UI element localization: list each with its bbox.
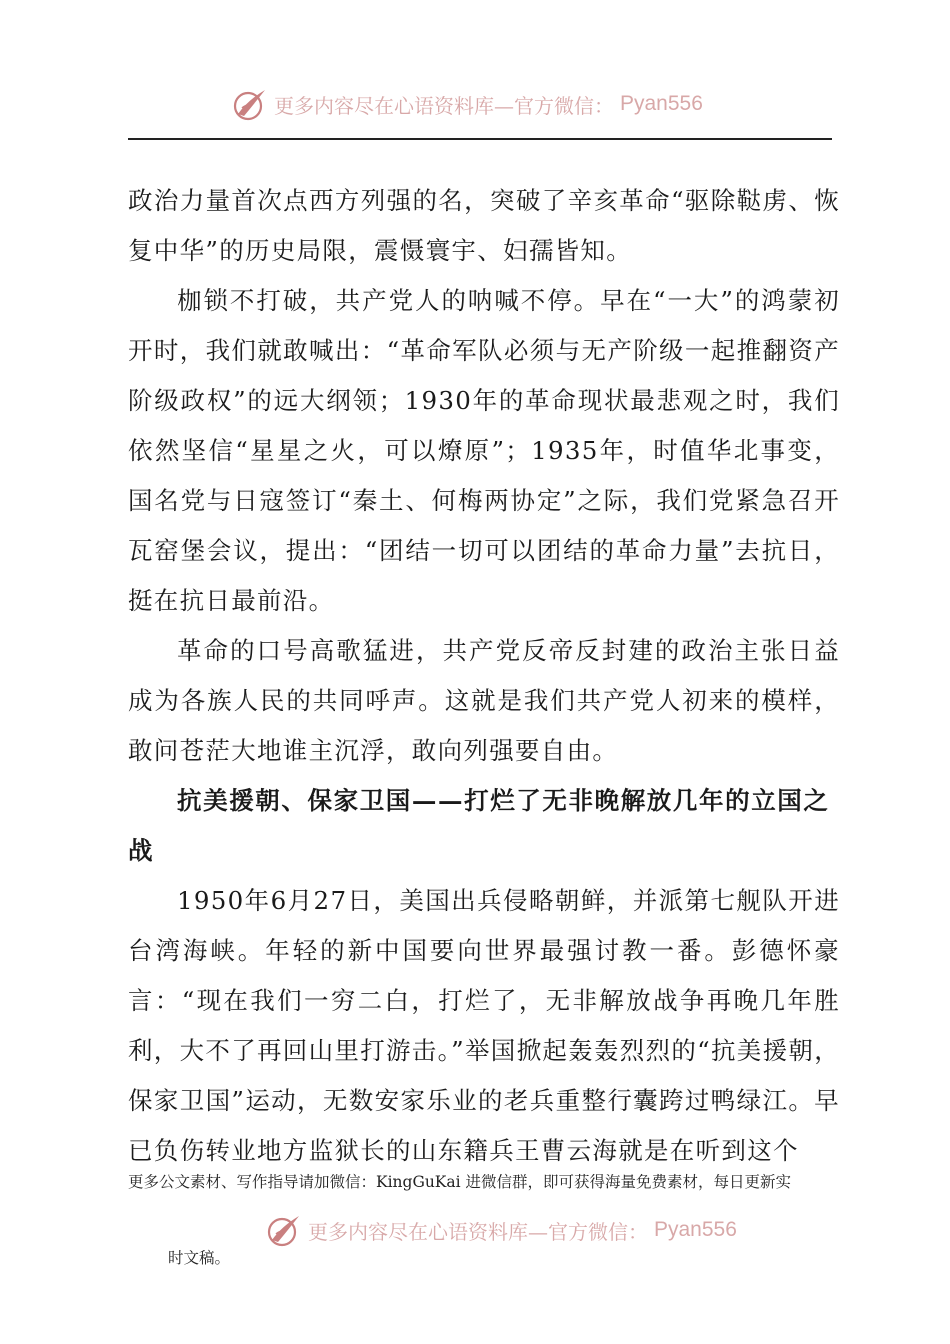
footer-note-continued: 时文稿。 — [168, 1249, 231, 1267]
brush-logo-icon — [266, 1212, 302, 1248]
paragraph-2: 枷锁不打破，共产党人的呐喊不停。早在“一大”的鸿蒙初开时，我们就敢喊出：“革命军队必须与无产阶级一起推翻资产阶级政权”的远大纲领；1930年的革命现状最悲观之时，我们依然坚信“星星之火，可以燎原”；1935年，时值华北事变，国名党与日寇签订“秦土、何梅两协定”之际，我们党紧急召开瓦窑堡会议，提出：“团结一切可以团结的革命力量”去抗日，挺在抗日最前沿。 — [128, 286, 840, 615]
watermark-wechat-id: Pyan556 — [620, 92, 703, 115]
brush-logo-icon — [232, 86, 268, 122]
watermark-wechat-id: Pyan556 — [654, 1218, 737, 1241]
header-watermark — [232, 86, 703, 122]
watermark-text: 更多内容尽在心语资料库—官方微信： — [274, 93, 614, 118]
footer-watermark — [266, 1212, 737, 1248]
paragraph-4: 1950年6月27日，美国出兵侵略朝鲜，并派第七舰队开进台湾海峡。年轻的新中国要向世界最强讨教一番。彭德怀豪言：“现在我们一穷二白，打烂了，无非解放战争再晚几年胜利，大不了再回山里打游击。”举国掀起轰轰烈烈的“抗美援朝，保家卫国”运动，无数安家乐业的老兵重整行囊跨过鸭绿江。早已负伤转业地方监狱长的山东籍兵王曹云海就是在听到这个 — [128, 886, 840, 1165]
paragraph-3: 革命的口号高歌猛进，共产党反帝反封建的政治主张日益成为各族人民的共同呼声。这就是我们共产党人初来的模样，敢问苍茫大地谁主沉浮，敢向列强要自由。 — [128, 636, 840, 765]
header-rule — [128, 138, 832, 140]
document-body — [128, 176, 840, 1176]
paragraph-1: 政治力量首次点西方列强的名，突破了辛亥革命“驱除鞑虏、恢复中华”的历史局限，震慑寰宇、妇孺皆知。 — [128, 186, 841, 265]
section-heading: 抗美援朝、保家卫国——打烂了无非晚解放几年的立国之战 — [128, 786, 830, 865]
footer-note: 更多公文素材、写作指导请加微信：KingGuKai 进微信群，即可获得海量免费素材，每日更新实 — [128, 1173, 792, 1191]
watermark-text: 更多内容尽在心语资料库—官方微信： — [308, 1219, 648, 1244]
